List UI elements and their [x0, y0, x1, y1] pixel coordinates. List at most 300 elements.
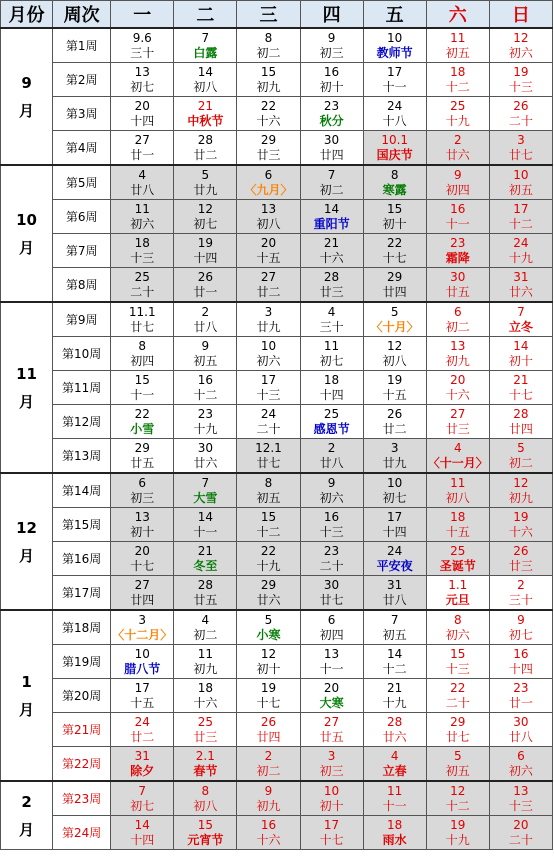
day-cell	[237, 679, 300, 713]
festival-label: 感恩节	[313, 421, 350, 436]
day-cell	[363, 508, 426, 542]
day-cell	[489, 337, 552, 371]
solar-date: 10	[134, 646, 150, 661]
day-cell	[363, 542, 426, 576]
lunar-date: 十四	[508, 661, 533, 676]
day-cell	[426, 713, 489, 747]
solar-date: 3	[138, 612, 147, 627]
lunar-date: 十五	[130, 695, 155, 710]
day-cell	[111, 63, 174, 97]
solar-date: 12.1	[255, 440, 282, 455]
day-cell	[426, 576, 489, 611]
day-cell	[426, 337, 489, 371]
week-row	[1, 165, 553, 200]
solar-date: 12	[387, 338, 403, 353]
week-label: 第11周	[53, 371, 111, 405]
solar-date: 17	[387, 509, 403, 524]
solar-date: 23	[323, 543, 340, 558]
solar-date: 11	[134, 201, 150, 216]
day-cell	[489, 234, 552, 268]
lunar-date: 十九	[256, 558, 281, 573]
solar-date: 30	[197, 440, 213, 455]
solar-date: 10.1	[381, 132, 409, 147]
header-day-wed: 三	[237, 1, 300, 29]
festival-label: 立冬	[508, 319, 533, 334]
day-cell	[174, 576, 237, 611]
day-cell	[174, 97, 237, 131]
solar-date: 12	[260, 646, 277, 661]
lunar-date: 二十	[256, 421, 281, 436]
day-cell	[363, 371, 426, 405]
lunar-date: 初二	[319, 182, 344, 197]
solar-date: 7	[201, 30, 210, 45]
week-label: 第17周	[53, 576, 111, 611]
day-cell	[174, 200, 237, 234]
solar-date: 25	[134, 269, 150, 284]
solar-date: 12	[450, 783, 466, 798]
solar-date: 23	[197, 406, 213, 421]
day-cell	[300, 439, 363, 474]
lunar-date: 廿四	[319, 147, 344, 162]
lunar-date: 廿三	[508, 558, 533, 573]
solar-date: 19	[513, 509, 529, 524]
solar-date: 19	[197, 235, 213, 250]
solar-date: 16	[323, 64, 340, 79]
week-label: 第24周	[53, 816, 111, 850]
solar-date: 11	[450, 30, 466, 45]
lunar-date: 廿三	[319, 284, 344, 299]
solar-date: 9	[327, 30, 336, 45]
solar-date: 8	[201, 783, 210, 798]
solar-date: 5	[201, 167, 210, 182]
day-cell	[237, 165, 300, 200]
lunar-date: 初六	[445, 627, 470, 642]
solar-date: 20	[134, 98, 150, 113]
week-label: 第21周	[53, 713, 111, 747]
day-cell	[426, 508, 489, 542]
solar-date: 15	[260, 64, 277, 79]
week-row	[1, 439, 553, 474]
week-label: 第23周	[53, 781, 111, 816]
day-cell	[426, 610, 489, 645]
day-cell	[111, 781, 174, 816]
solar-date: 20	[513, 817, 529, 832]
day-cell	[489, 576, 552, 611]
lunar-date: 十三	[445, 661, 470, 676]
day-cell	[363, 816, 426, 850]
day-cell	[237, 816, 300, 850]
lunar-date: 廿七	[256, 455, 281, 470]
solar-date: 13	[260, 201, 277, 216]
solar-date: 29	[387, 269, 403, 284]
day-cell	[363, 405, 426, 439]
solar-date: 9	[201, 338, 210, 353]
festival-label: 白露	[193, 45, 218, 60]
solar-date: 22	[134, 406, 150, 421]
day-cell	[363, 576, 426, 611]
month-number: 1	[21, 672, 32, 691]
solar-date: 13	[134, 64, 150, 79]
lunar-date: 初七	[130, 79, 155, 94]
day-cell	[489, 610, 552, 645]
solar-date: 26	[387, 406, 403, 421]
day-cell	[237, 542, 300, 576]
day-cell	[300, 28, 363, 63]
day-cell	[489, 371, 552, 405]
lunar-date: 廿三	[193, 729, 218, 744]
day-cell	[489, 645, 552, 679]
lunar-date: 廿九	[193, 182, 218, 197]
solar-date: 30	[450, 269, 466, 284]
lunar-date: 十九	[445, 113, 470, 128]
lunar-date: 初九	[445, 353, 470, 368]
solar-date: 26	[513, 98, 529, 113]
day-cell	[489, 405, 552, 439]
solar-date: 4	[327, 304, 336, 319]
lunar-date: 十九	[193, 421, 218, 436]
solar-date: 28	[387, 714, 403, 729]
day-cell	[363, 781, 426, 816]
week-label: 第6周	[53, 200, 111, 234]
lunar-date: 初八	[193, 79, 218, 94]
lunar-date: 十六	[319, 250, 344, 265]
solar-date: 27	[323, 714, 340, 729]
festival-label: 元宵节	[187, 832, 224, 847]
solar-date: 26	[513, 543, 529, 558]
month-unit: 月	[19, 546, 35, 565]
day-cell	[174, 165, 237, 200]
day-cell	[111, 337, 174, 371]
lunar-date: 廿四	[130, 592, 155, 607]
solar-date: 14	[387, 646, 403, 661]
day-cell	[363, 473, 426, 508]
solar-date: 6	[138, 475, 147, 490]
week-label: 第20周	[53, 679, 111, 713]
solar-date: 10	[323, 783, 340, 798]
solar-date: 20	[450, 372, 466, 387]
lunar-date: 十三	[130, 250, 155, 265]
day-cell	[300, 97, 363, 131]
solar-date: 13	[450, 338, 466, 353]
month-unit: 月	[19, 820, 35, 839]
solar-date: 31	[387, 577, 403, 592]
lunar-date: 廿二	[130, 729, 155, 744]
lunar-date: 十九	[382, 695, 407, 710]
week-label: 第12周	[53, 405, 111, 439]
header-day-mon: 一	[111, 1, 174, 29]
day-cell	[426, 302, 489, 337]
solar-date: 31	[513, 269, 529, 284]
month-number: 10	[16, 210, 37, 229]
day-cell	[363, 200, 426, 234]
solar-date: 27	[450, 406, 466, 421]
day-cell	[111, 439, 174, 474]
solar-date: 7	[138, 783, 147, 798]
day-cell	[300, 268, 363, 303]
lunar-date: 十六	[508, 524, 533, 539]
solar-date: 5	[264, 612, 273, 627]
lunar-date: 廿四	[508, 421, 533, 436]
festival-label: 国庆节	[376, 147, 413, 162]
lunar-date: 十九	[445, 832, 470, 847]
header-row	[1, 1, 553, 29]
festival-label: 元旦	[445, 592, 470, 607]
day-cell	[489, 473, 552, 508]
solar-date: 8	[264, 30, 273, 45]
festival-label: 圣诞节	[439, 558, 476, 573]
day-cell	[363, 747, 426, 782]
day-cell	[237, 337, 300, 371]
day-cell	[300, 713, 363, 747]
solar-date: 8	[264, 475, 273, 490]
day-cell	[237, 781, 300, 816]
day-cell	[111, 576, 174, 611]
day-cell	[237, 131, 300, 166]
day-cell	[237, 234, 300, 268]
lunar-date: 廿一	[130, 147, 155, 162]
lunar-date: 初八	[382, 353, 407, 368]
day-cell	[237, 97, 300, 131]
lunar-date: 十五	[445, 524, 470, 539]
week-label: 第22周	[53, 747, 111, 782]
lunar-date: 廿六	[193, 455, 218, 470]
solar-date: 1.1	[448, 577, 468, 592]
month-number: 11	[16, 364, 37, 383]
festival-label: 冬至	[193, 558, 218, 573]
day-cell	[363, 713, 426, 747]
lunar-date: 初五	[382, 627, 407, 642]
solar-date: 19	[513, 64, 529, 79]
lunar-date: 初七	[319, 353, 344, 368]
day-cell	[237, 713, 300, 747]
day-cell	[237, 268, 300, 303]
lunar-date: 十五	[382, 387, 407, 402]
day-cell	[300, 542, 363, 576]
solar-date: 4	[453, 440, 462, 455]
solar-date: 4	[390, 748, 399, 763]
lunar-date: 十四	[130, 832, 155, 847]
solar-date: 18	[387, 817, 403, 832]
solar-date: 2	[201, 304, 210, 319]
month-unit: 月	[19, 238, 35, 257]
week-label: 第7周	[53, 234, 111, 268]
day-cell	[489, 508, 552, 542]
solar-date: 15	[197, 817, 213, 832]
lunar-date: 初十	[319, 798, 344, 813]
lunar-date: 廿二	[256, 284, 281, 299]
week-row	[1, 234, 553, 268]
lunar-date: 廿二	[382, 421, 407, 436]
week-row	[1, 508, 553, 542]
day-cell	[363, 302, 426, 337]
festival-label: 〈十月〉	[370, 319, 419, 334]
day-cell	[489, 302, 552, 337]
solar-date: 20	[323, 680, 340, 695]
solar-date: 18	[134, 235, 150, 250]
lunar-date: 廿七	[130, 319, 155, 334]
solar-date: 6	[453, 304, 462, 319]
solar-date: 18	[450, 509, 466, 524]
month-number: 9	[21, 73, 32, 92]
festival-label: 〈九月〉	[244, 182, 293, 197]
festival-label: 除夕	[130, 763, 155, 778]
solar-date: 23	[450, 235, 466, 250]
day-cell	[237, 576, 300, 611]
festival-label: 春节	[193, 763, 218, 778]
day-cell	[363, 268, 426, 303]
solar-date: 7	[390, 612, 399, 627]
day-cell	[489, 97, 552, 131]
solar-date: 4	[138, 167, 147, 182]
lunar-date: 二十	[508, 113, 533, 128]
week-row	[1, 473, 553, 508]
solar-date: 24	[387, 543, 403, 558]
solar-date: 9	[327, 475, 336, 490]
lunar-date: 十四	[193, 250, 218, 265]
solar-date: 31	[134, 748, 150, 763]
day-cell	[363, 165, 426, 200]
day-cell	[363, 234, 426, 268]
lunar-date: 廿七	[508, 147, 533, 162]
month-unit: 月	[19, 392, 35, 411]
day-cell	[237, 439, 300, 474]
day-cell	[174, 405, 237, 439]
day-cell	[237, 302, 300, 337]
day-cell	[237, 508, 300, 542]
lunar-date: 廿八	[319, 455, 344, 470]
day-cell	[489, 63, 552, 97]
solar-date: 11.1	[128, 304, 156, 319]
solar-date: 5	[390, 304, 399, 319]
day-cell	[300, 610, 363, 645]
day-cell	[237, 200, 300, 234]
solar-date: 14	[513, 338, 529, 353]
festival-label: 教师节	[376, 45, 413, 60]
day-cell	[489, 781, 552, 816]
header-day-sat: 六	[426, 1, 489, 29]
day-cell	[174, 508, 237, 542]
month-number: 12	[16, 518, 37, 537]
lunar-date: 廿六	[382, 729, 407, 744]
day-cell	[300, 576, 363, 611]
day-cell	[300, 63, 363, 97]
lunar-date: 十一	[319, 661, 344, 676]
solar-date: 21	[323, 235, 340, 250]
solar-date: 30	[323, 577, 340, 592]
day-cell	[426, 542, 489, 576]
lunar-date: 廿六	[508, 284, 533, 299]
solar-date: 29	[260, 577, 277, 592]
lunar-date: 十一	[382, 79, 407, 94]
week-label: 第16周	[53, 542, 111, 576]
lunar-date: 廿七	[445, 729, 470, 744]
solar-date: 17	[134, 680, 150, 695]
lunar-date: 初六	[508, 763, 533, 778]
lunar-date: 初五	[193, 353, 218, 368]
solar-date: 8	[390, 167, 399, 182]
lunar-date: 廿六	[445, 147, 470, 162]
solar-date: 15	[450, 646, 466, 661]
header-month: 月份	[1, 1, 53, 29]
lunar-date: 初十	[256, 661, 281, 676]
week-row	[1, 97, 553, 131]
day-cell	[426, 28, 489, 63]
lunar-date: 廿五	[319, 729, 344, 744]
festival-label: 寒露	[382, 182, 407, 197]
lunar-date: 十二	[193, 387, 218, 402]
solar-date: 29	[134, 440, 150, 455]
festival-label: 大寒	[319, 695, 344, 710]
solar-date: 23	[323, 98, 340, 113]
solar-date: 28	[513, 406, 529, 421]
day-cell	[174, 542, 237, 576]
solar-date: 11	[197, 646, 213, 661]
solar-date: 6	[264, 167, 273, 182]
day-cell	[300, 816, 363, 850]
day-cell	[426, 679, 489, 713]
lunar-date: 三十	[130, 45, 155, 60]
solar-date: 14	[197, 509, 213, 524]
week-row	[1, 63, 553, 97]
lunar-date: 廿二	[193, 147, 218, 162]
day-cell	[111, 405, 174, 439]
lunar-date: 廿四	[256, 729, 281, 744]
lunar-date: 十八	[382, 113, 407, 128]
solar-date: 9	[453, 167, 462, 182]
solar-date: 3	[264, 304, 273, 319]
day-cell	[174, 781, 237, 816]
lunar-date: 初三	[319, 763, 344, 778]
day-cell	[426, 645, 489, 679]
festival-label: 立春	[382, 763, 407, 778]
month-label	[1, 473, 53, 610]
lunar-date: 十一	[193, 524, 218, 539]
day-cell	[426, 473, 489, 508]
lunar-date: 十三	[508, 798, 533, 813]
week-row	[1, 337, 553, 371]
day-cell	[237, 747, 300, 782]
day-cell	[426, 405, 489, 439]
lunar-date: 十五	[256, 250, 281, 265]
lunar-date: 二十	[319, 558, 344, 573]
day-cell	[363, 337, 426, 371]
lunar-date: 初三	[319, 45, 344, 60]
lunar-date: 廿九	[256, 319, 281, 334]
solar-date: 21	[513, 372, 529, 387]
day-cell	[426, 63, 489, 97]
festival-label: 〈十二月〉	[112, 627, 173, 642]
solar-date: 25	[197, 714, 213, 729]
lunar-date: 初七	[508, 627, 533, 642]
solar-date: 18	[323, 372, 340, 387]
solar-date: 11	[450, 475, 466, 490]
lunar-date: 十二	[445, 798, 470, 813]
day-cell	[237, 405, 300, 439]
week-label: 第3周	[53, 97, 111, 131]
day-cell	[363, 439, 426, 474]
solar-date: 3	[327, 748, 336, 763]
solar-date: 3	[517, 132, 525, 147]
lunar-date: 十三	[508, 79, 533, 94]
lunar-date: 初十	[508, 353, 533, 368]
day-cell	[237, 371, 300, 405]
day-cell	[174, 747, 237, 782]
week-row	[1, 268, 553, 303]
day-cell	[363, 679, 426, 713]
lunar-date: 十六	[193, 695, 218, 710]
day-cell	[426, 234, 489, 268]
lunar-date: 初十	[382, 216, 407, 231]
